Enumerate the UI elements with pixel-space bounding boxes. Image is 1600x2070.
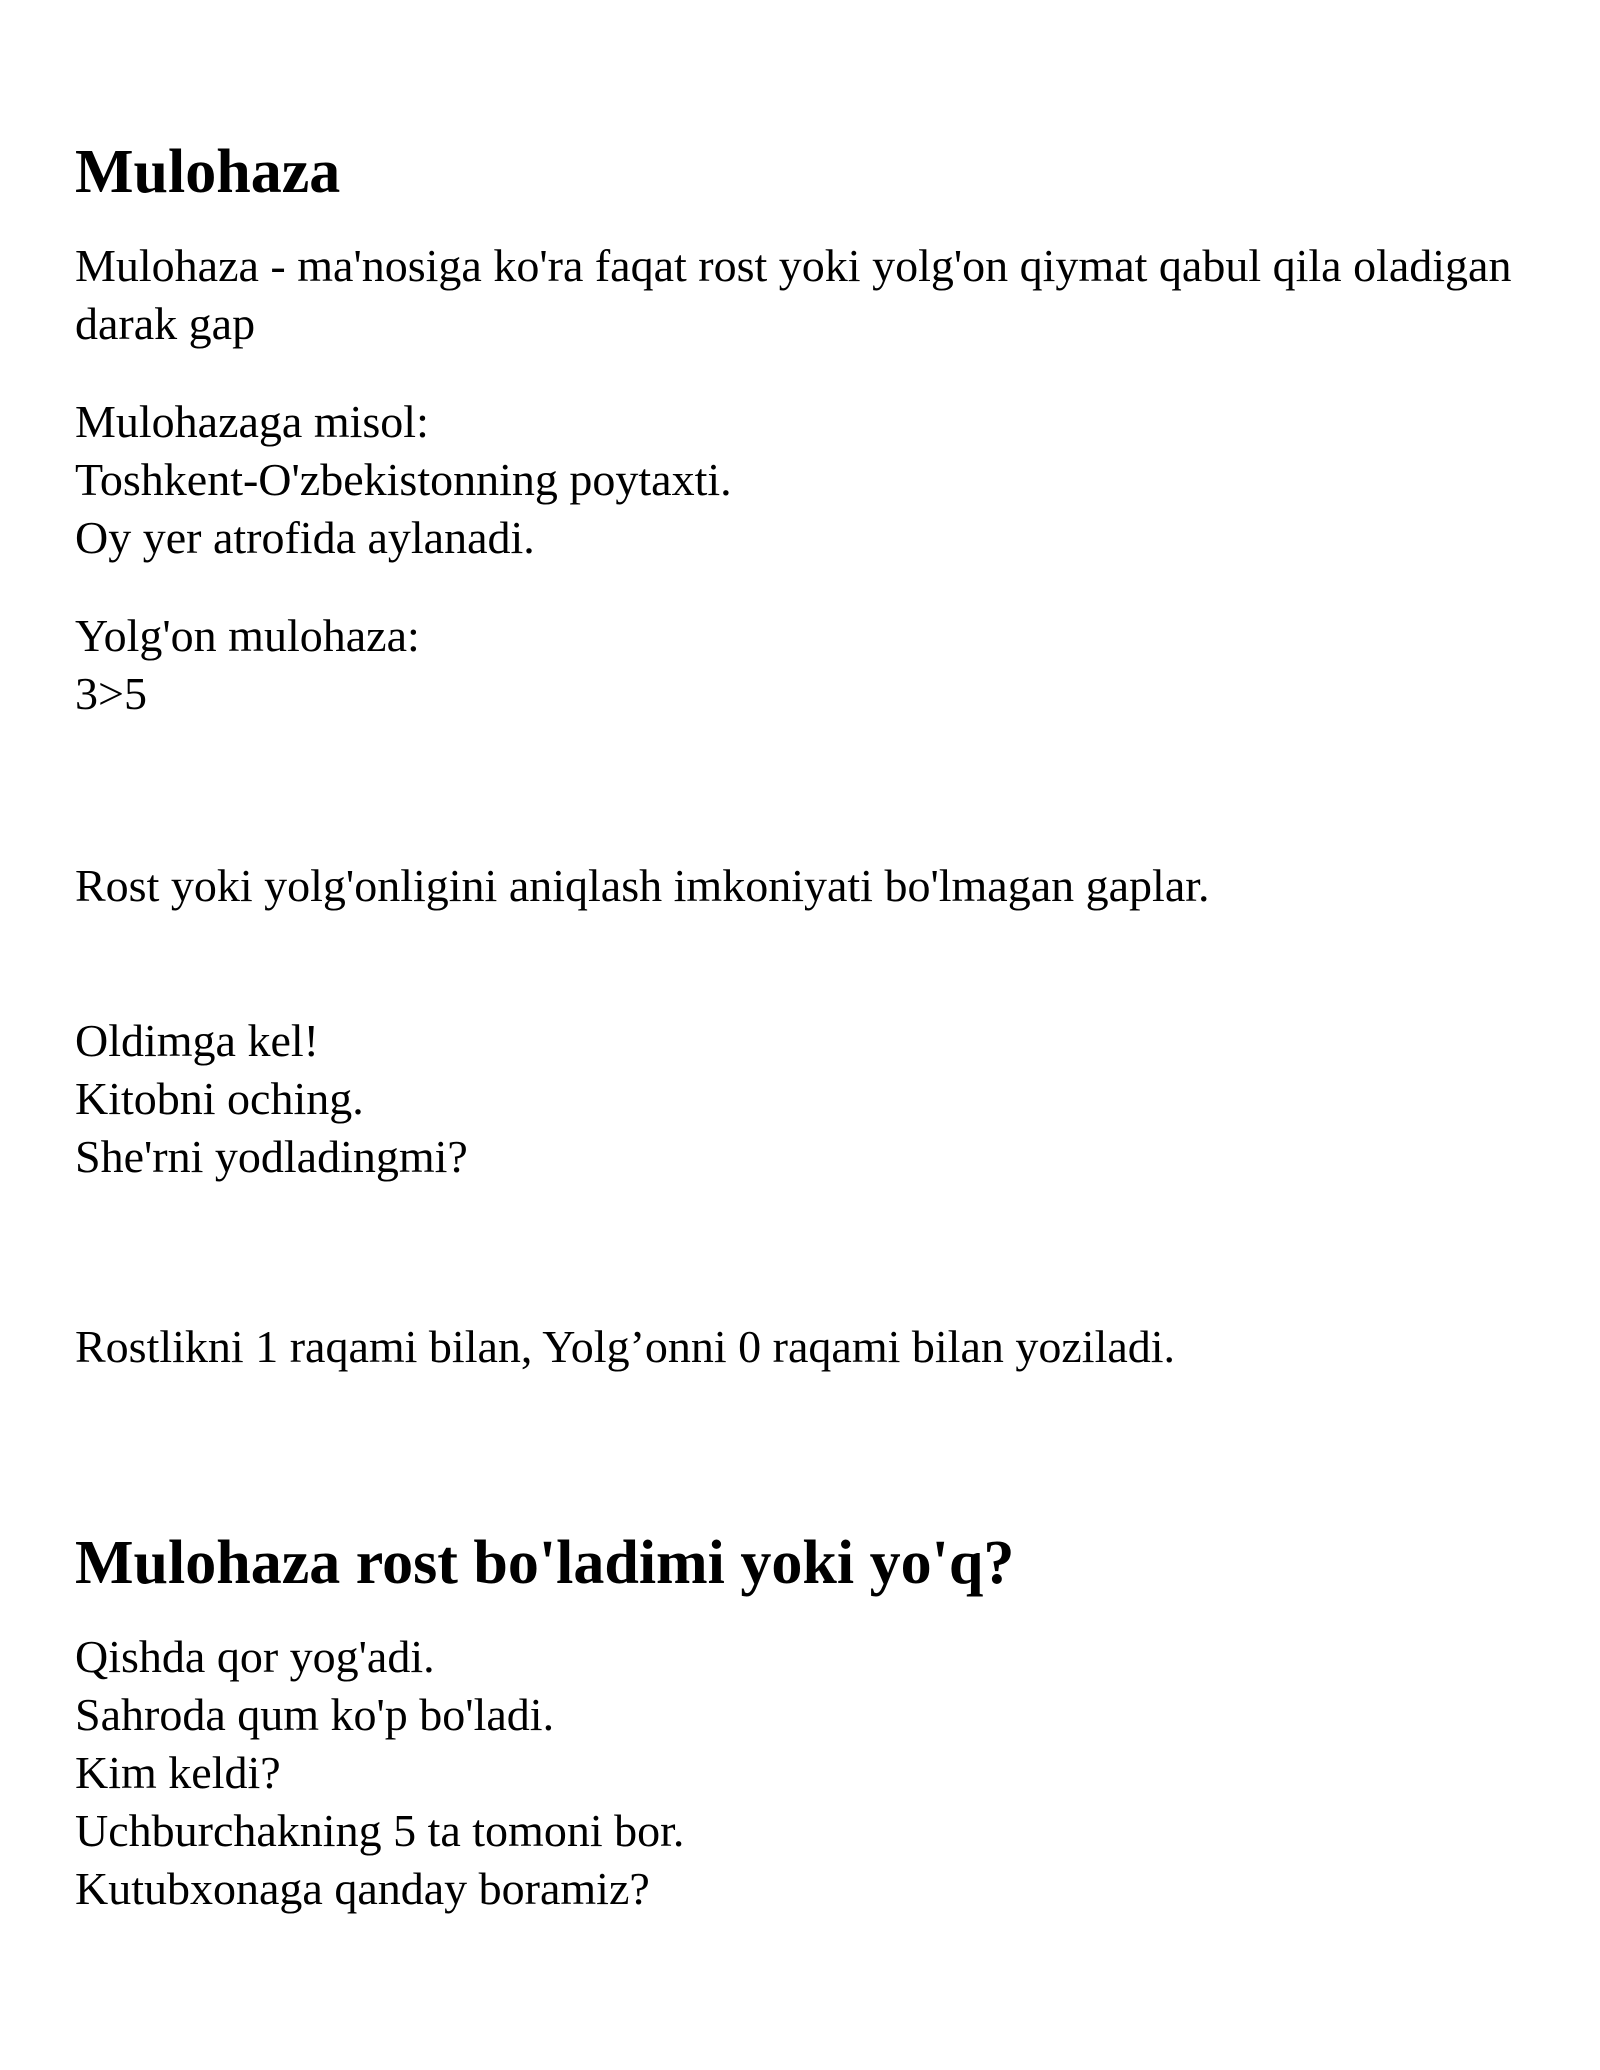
non-statement-line: She'rni yodladingmi?	[75, 1131, 468, 1182]
non-statement-line: Kitobni oching.	[75, 1073, 364, 1124]
non-statements-block	[75, 1012, 468, 1186]
question-sentence: Kim keldi?	[75, 1747, 281, 1798]
example-label: Mulohazaga misol:	[75, 396, 429, 447]
question-sentences-block	[75, 1628, 684, 1918]
non-statement-intro: Rost yoki yolg'onligini aniqlash imkoniyati bo'lmagan gaplar.	[75, 860, 1210, 911]
example-line: Oy yer atrofida aylanadi.	[75, 512, 535, 563]
notation-paragraph: Rostlikni 1 raqami bilan, Yolg’onni 0 raqami bilan yoziladi.	[75, 1321, 1176, 1372]
non-statement-line: Oldimga kel!	[75, 1015, 319, 1066]
question-sentence: Uchburchakning 5 ta tomoni bor.	[75, 1805, 685, 1856]
examples-block	[75, 393, 732, 567]
definition-paragraph: Mulohaza - ma'nosiga ko'ra faqat rost yoki yolg'on qiymat qabul qila oladigan darak gap	[75, 240, 1512, 349]
example-line: Toshkent-O'zbekistonning poytaxti.	[75, 454, 732, 505]
section-title-mulohaza: Mulohaza	[75, 138, 341, 206]
question-sentence: Qishda qor yog'adi.	[75, 1631, 435, 1682]
question-sentence: Sahroda qum ko'p bo'ladi.	[75, 1689, 555, 1740]
false-example: 3>5	[75, 668, 147, 719]
section-title-question: Mulohaza rost bo'ladimi yoki yo'q?	[75, 1529, 1015, 1597]
false-label: Yolg'on mulohaza:	[75, 610, 420, 661]
false-statement-block	[75, 607, 420, 723]
question-sentence: Kutubxonaga qanday boramiz?	[75, 1863, 650, 1914]
